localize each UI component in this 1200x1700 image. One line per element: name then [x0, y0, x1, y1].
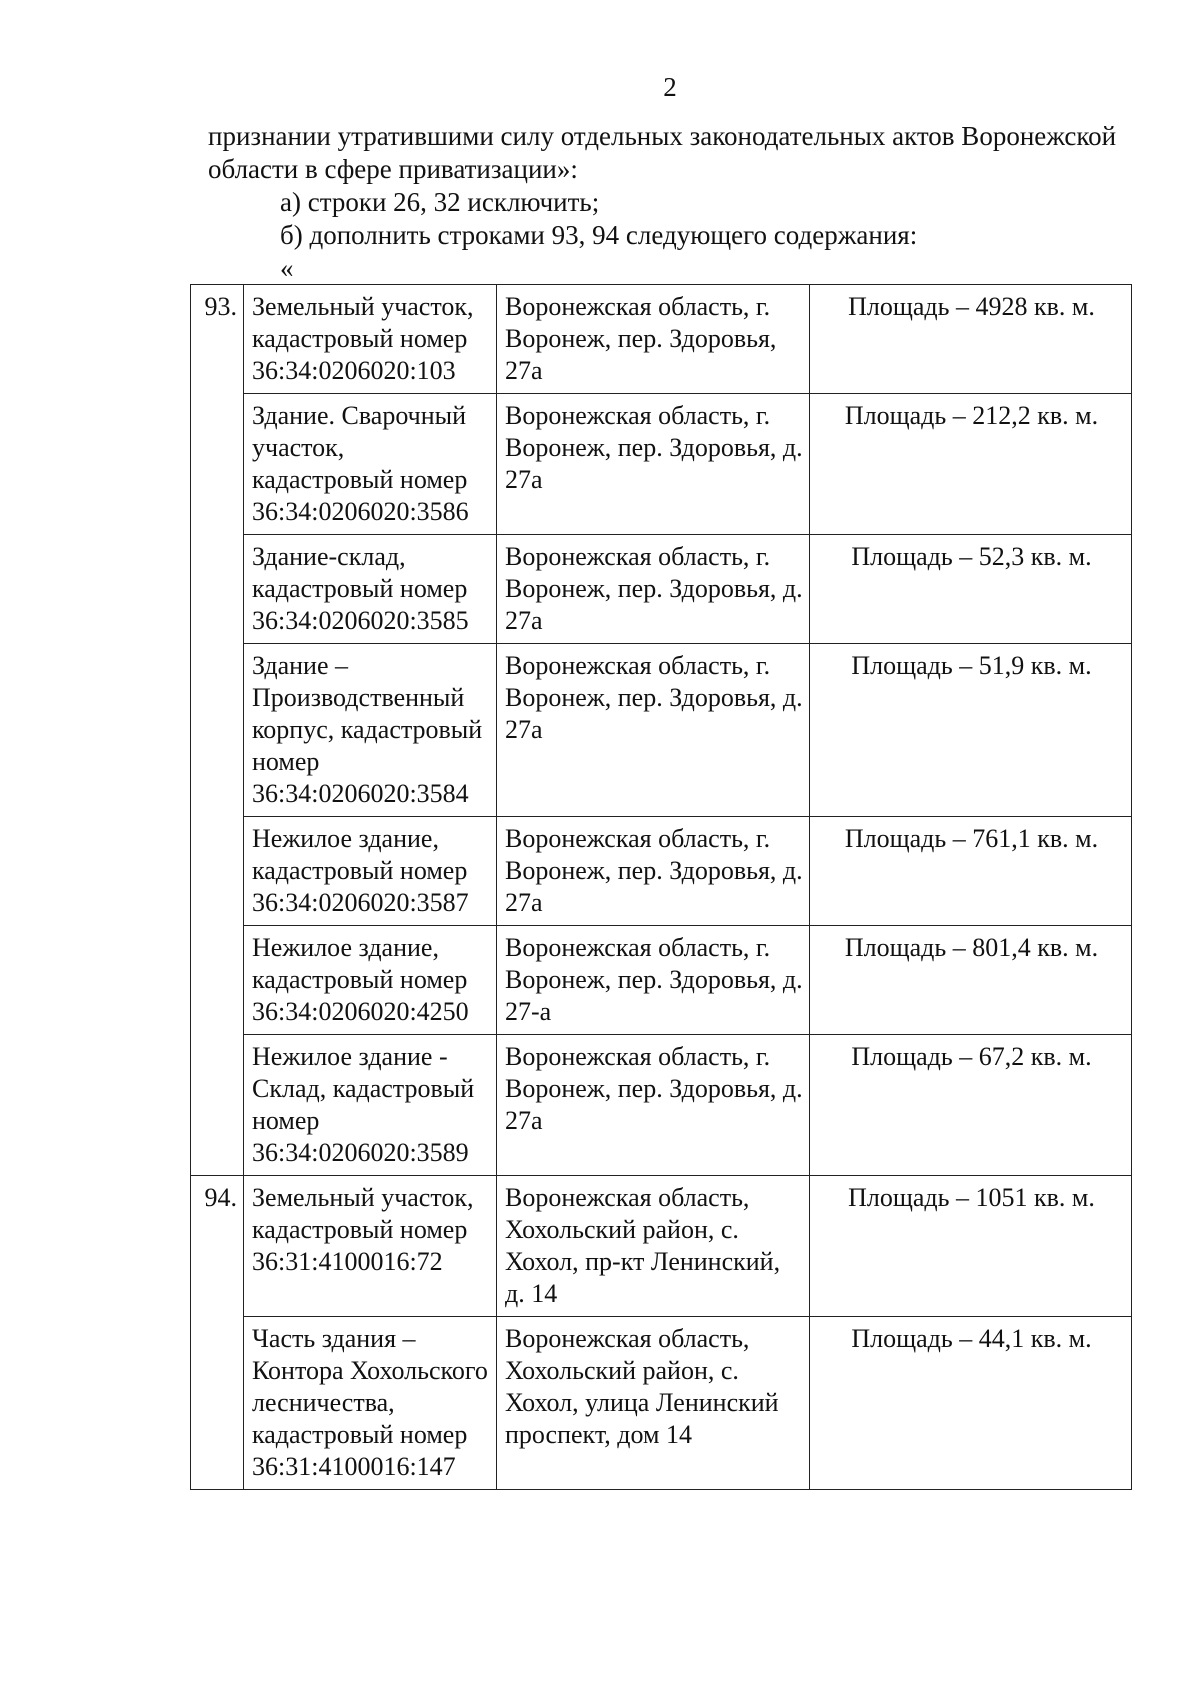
- area-cell: Площадь – 4928 кв. м.: [810, 285, 1132, 394]
- address-cell: Воронежская область, г. Воронеж, пер. Здоровья, д. 27-а: [497, 926, 810, 1035]
- row-number-empty: [191, 1317, 244, 1490]
- page-number: 2: [663, 72, 677, 102]
- row-number-empty: [191, 817, 244, 926]
- area-cell: Площадь – 761,1 кв. м.: [810, 817, 1132, 926]
- object-cell: Земельный участок, кадастровый номер 36:34:0206020:103: [244, 285, 497, 394]
- table-row: [191, 394, 1132, 535]
- area-cell: Площадь – 44,1 кв. м.: [810, 1317, 1132, 1490]
- row-number: 93.: [191, 285, 244, 394]
- address-cell: Воронежская область, г. Воронеж, пер. Здоровья, 27а: [497, 285, 810, 394]
- object-cell: Здание-склад, кадастровый номер 36:34:0206020:3585: [244, 535, 497, 644]
- area-cell: Площадь – 51,9 кв. м.: [810, 644, 1132, 817]
- area-cell: Площадь – 67,2 кв. м.: [810, 1035, 1132, 1176]
- area-cell: Площадь – 1051 кв. м.: [810, 1176, 1132, 1317]
- item-b: б) дополнить строками 93, 94 следующего содержания:: [280, 220, 918, 250]
- area-cell: Площадь – 212,2 кв. м.: [810, 394, 1132, 535]
- address-cell: Воронежская область, г. Воронеж, пер. Здоровья, д. 27а: [497, 394, 810, 535]
- object-cell: Здание. Сварочный участок, кадастровый номер 36:34:0206020:3586: [244, 394, 497, 535]
- table-row: [191, 644, 1132, 817]
- object-cell: Нежилое здание, кадастровый номер 36:34:0206020:3587: [244, 817, 497, 926]
- table-row: [191, 817, 1132, 926]
- address-cell: Воронежская область, г. Воронеж, пер. Здоровья, д. 27а: [497, 817, 810, 926]
- address-cell: Воронежская область, г. Воронеж, пер. Здоровья, д. 27а: [497, 535, 810, 644]
- intro-text: [208, 120, 1148, 285]
- table-row: [191, 1317, 1132, 1490]
- row-number-empty: [191, 644, 244, 817]
- table-row: [191, 1176, 1132, 1317]
- address-cell: Воронежская область, г. Воронеж, пер. Здоровья, д. 27а: [497, 644, 810, 817]
- row-number-empty: [191, 1035, 244, 1176]
- table-row: [191, 1035, 1132, 1176]
- object-cell: Часть здания – Контора Хохольского лесничества, кадастровый номер 36:31:4100016:147: [244, 1317, 497, 1490]
- object-cell: Земельный участок, кадастровый номер 36:31:4100016:72: [244, 1176, 497, 1317]
- row-number: 94.: [191, 1176, 244, 1317]
- area-cell: Площадь – 801,4 кв. м.: [810, 926, 1132, 1035]
- intro-line: признании утратившими силу отдельных законодательных актов Воронежской области в сфере приватизации»:: [208, 121, 1117, 184]
- row-number-empty: [191, 394, 244, 535]
- address-cell: Воронежская область, г. Воронеж, пер. Здоровья, д. 27а: [497, 1035, 810, 1176]
- table-row: [191, 285, 1132, 394]
- row-number-empty: [191, 926, 244, 1035]
- area-cell: Площадь – 52,3 кв. м.: [810, 535, 1132, 644]
- row-number-empty: [191, 535, 244, 644]
- table-row: [191, 926, 1132, 1035]
- open-quote: «: [280, 253, 294, 283]
- table-row: [191, 535, 1132, 644]
- object-cell: Здание – Производственный корпус, кадастровый номер 36:34:0206020:3584: [244, 644, 497, 817]
- property-table: [190, 284, 1132, 1490]
- address-cell: Воронежская область, Хохольский район, с. Хохол, улица Ленинский проспект, дом 14: [497, 1317, 810, 1490]
- object-cell: Нежилое здание, кадастровый номер 36:34:0206020:4250: [244, 926, 497, 1035]
- object-cell: Нежилое здание - Склад, кадастровый номер 36:34:0206020:3589: [244, 1035, 497, 1176]
- address-cell: Воронежская область, Хохольский район, с. Хохол, пр-кт Ленинский, д. 14: [497, 1176, 810, 1317]
- item-a: а) строки 26, 32 исключить;: [280, 187, 600, 217]
